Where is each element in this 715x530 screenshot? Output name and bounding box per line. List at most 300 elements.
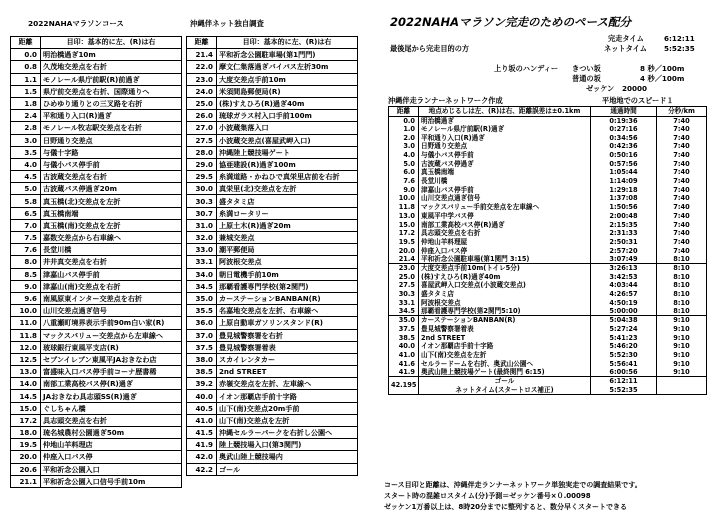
table-row [187, 329, 358, 341]
row-pace: 8:10 [657, 264, 707, 273]
row-landmark: 糸満道路・かねひで真栄里店前を右折 [217, 171, 358, 183]
hill-value: 8 秒／100m [640, 64, 685, 73]
row-landmark: ゴール [217, 463, 358, 475]
row-km: 4.0 [389, 151, 419, 160]
row-landmark: イオン那覇店手前十字路 [217, 390, 358, 402]
row-landmark: 古波蔵バス停過ぎ20m [41, 183, 182, 195]
row-km: 34.0 [187, 268, 217, 280]
col-target-header: 目印：基本的に左、(R)は右 [217, 37, 358, 49]
row-landmark: 平和通り入口(R)過ぎ [419, 133, 591, 142]
table-row [11, 73, 182, 85]
row-landmark: 真玉橋南端 [419, 168, 591, 177]
row-time: 0:19:36 [591, 116, 657, 125]
row-km: 41.6 [389, 359, 419, 368]
table-row [11, 268, 182, 280]
net-time-value: 5:52:35 [664, 44, 695, 53]
row-km: 29.0 [187, 158, 217, 170]
row-pace: 7:40 [657, 229, 707, 238]
row-landmark: 古波蔵交差点を右折 [41, 171, 182, 183]
table-row [389, 281, 707, 290]
row-landmark: 与儀小バス停手前 [419, 151, 591, 160]
table-row [187, 49, 358, 61]
row-km: 41.5 [187, 427, 217, 439]
table-row [11, 305, 182, 317]
col-time-header: 通過時間 [591, 107, 657, 117]
row-km: 8.5 [11, 268, 41, 280]
row-km: 28.0 [187, 146, 217, 158]
table-row [11, 122, 182, 134]
row-km: 11.0 [11, 317, 41, 329]
goal-km: 42.195 [389, 377, 419, 395]
table-row [11, 85, 182, 97]
table-row [389, 290, 707, 299]
row-km: 23.0 [187, 73, 217, 85]
table-row [11, 378, 182, 390]
table-row [389, 133, 707, 142]
row-km: 41.9 [187, 439, 217, 451]
row-time: 1:29:18 [591, 186, 657, 195]
author-label: 沖縄伴走ランナーネットワーク作成 [388, 96, 503, 105]
row-km: 0.0 [389, 116, 419, 125]
table-row [187, 73, 358, 85]
row-km: 21.4 [389, 255, 419, 264]
row-landmark: 仲地山羊料理店 [41, 439, 182, 451]
row-km: 41.9 [389, 368, 419, 377]
row-landmark: 山川交差点過ぎ信号 [419, 194, 591, 203]
row-landmark: 上原土木(R)過ぎ20m [217, 219, 358, 231]
row-landmark: 平和祈念公園入口 [41, 463, 182, 475]
row-pace: 8:10 [657, 255, 707, 264]
row-time: 2:31:33 [591, 229, 657, 238]
row-km: 3.5 [11, 146, 41, 158]
row-km: 17.2 [389, 229, 419, 238]
row-km: 21.1 [11, 475, 41, 487]
mid-course-table [186, 36, 358, 476]
finish-time-label: 完走タイム [608, 34, 644, 43]
finish-time-value: 6:12:11 [664, 34, 695, 43]
flat-speed-label: 平地地でのスピード１ [602, 96, 674, 105]
row-landmark: (株)すえひろ(R)過ぎ40m [217, 97, 358, 109]
row-time: 0:50:16 [591, 151, 657, 160]
row-km: 22.0 [187, 61, 217, 73]
row-landmark: 富盛味入口バス停手前コーナ歴書稀 [41, 366, 182, 378]
table-row [11, 244, 182, 256]
row-km: 9.6 [11, 292, 41, 304]
row-time: 5:52:30 [591, 351, 657, 360]
table-row [389, 359, 707, 368]
table-row [187, 463, 358, 475]
table-row [187, 341, 358, 353]
row-landmark: イオン那覇店手前十字路 [419, 342, 591, 351]
row-pace: 8:10 [657, 307, 707, 316]
table-row [389, 220, 707, 229]
row-pace: 7:40 [657, 125, 707, 134]
row-pace: 7:40 [657, 246, 707, 255]
row-km: 32.0 [187, 232, 217, 244]
table-row [11, 256, 182, 268]
row-landmark: 名嘉地交差点を左折、右車線へ [217, 305, 358, 317]
normal-hill-value: 4 秒／100m [640, 74, 685, 83]
row-landmark: 明治橋過ぎ [419, 116, 591, 125]
row-km: 40.0 [389, 342, 419, 351]
table-row [187, 61, 358, 73]
row-landmark: マックスバリュー手前交差点を左車線へ [419, 203, 591, 212]
table-row [187, 292, 358, 304]
net-time-label: ネットタイム [604, 44, 647, 53]
row-km: 1.1 [11, 73, 41, 85]
row-landmark: カーステーションBANBAN(R) [217, 292, 358, 304]
table-row [11, 97, 182, 109]
row-km: 12.0 [11, 341, 41, 353]
col-km-header: 距離 [11, 37, 41, 49]
row-km: 25.0 [187, 97, 217, 109]
row-time: 1:37:08 [591, 194, 657, 203]
row-pace: 7:40 [657, 168, 707, 177]
row-landmark: 豊見城警察署着表 [419, 325, 591, 334]
row-landmark: 米須間島郵便局(R) [217, 85, 358, 97]
row-time: 6:00:56 [591, 368, 657, 377]
table-row [389, 368, 707, 377]
row-landmark: 琉球ガラス村入口手前100m [217, 110, 358, 122]
row-landmark: 小波蔵交差点(喜屋武岬入口) [217, 134, 358, 146]
goal-time: 6:12:11 [591, 377, 657, 386]
row-landmark: 具志頭交差点を右折 [419, 229, 591, 238]
row-km: 29.5 [187, 171, 217, 183]
row-km: 17.2 [11, 414, 41, 426]
table-row [11, 146, 182, 158]
row-landmark: 平和祈念公園駐車場(第1門門) [217, 49, 358, 61]
row-pace: 9:10 [657, 368, 707, 377]
row-km: 23.0 [389, 264, 419, 273]
table-row [187, 207, 358, 219]
row-landmark: 山下(南)交差点を左折 [217, 414, 358, 426]
normal-hill-label: 普通の坂 [572, 74, 601, 83]
row-km: 38.5 [389, 333, 419, 342]
row-landmark: 沖縄陸上競技場ゲート [217, 146, 358, 158]
table-row [11, 219, 182, 231]
row-km: 20.6 [11, 463, 41, 475]
table-row [389, 238, 707, 247]
row-landmark: 津嘉山バス停手前 [41, 268, 182, 280]
row-landmark: 県庁前交差点を右折、国際通りへ [41, 85, 182, 97]
row-pace: 7:40 [657, 194, 707, 203]
row-landmark: カーステーションBANBAN(R) [419, 316, 591, 325]
table-row [389, 351, 707, 360]
last-tail-label: 最後尾から完走目的の方 [390, 44, 470, 53]
row-time: 4:03:44 [591, 281, 657, 290]
row-landmark: 山川交差点過ぎ信号 [41, 305, 182, 317]
table-row [187, 134, 358, 146]
row-km: 34.5 [389, 307, 419, 316]
row-km: 40.5 [187, 402, 217, 414]
row-pace: 7:40 [657, 142, 707, 151]
row-km: 30.7 [187, 207, 217, 219]
row-km: 1.0 [389, 125, 419, 134]
row-time: 2:57:20 [591, 246, 657, 255]
row-km: 7.6 [11, 244, 41, 256]
row-pace: 7:40 [657, 159, 707, 168]
row-landmark: 平和祈念公園駐車場(第1関門 3:15) [419, 255, 591, 264]
row-landmark: 嘉数交差点から右車線へ [41, 232, 182, 244]
row-km: 36.0 [187, 317, 217, 329]
table-row [389, 116, 707, 125]
row-landmark: 与儀小バス停手前 [41, 158, 182, 170]
table-row [187, 97, 358, 109]
table-row [389, 307, 707, 316]
row-landmark: 長堂川橋 [419, 177, 591, 186]
table-row [389, 159, 707, 168]
table-row [389, 298, 707, 307]
row-landmark: 明治橋過ぎ10m [41, 49, 182, 61]
row-landmark: 真玉橋南端 [41, 207, 182, 219]
row-landmark: 与儀十字路 [41, 146, 182, 158]
note-2: スタート時の混雑ロスタイム(分)予測＝ゼッケン番号×０.00098 [384, 492, 591, 500]
row-time: 5:46:20 [591, 342, 657, 351]
row-landmark: 大度交差点手前10m(トイレ5分) [419, 264, 591, 273]
table-row [11, 366, 182, 378]
table-row [389, 246, 707, 255]
row-time: 0:42:36 [591, 142, 657, 151]
row-pace: 9:10 [657, 342, 707, 351]
row-km: 10.0 [11, 305, 41, 317]
table-row [187, 268, 358, 280]
row-landmark: 小波蔵集落入口 [217, 122, 358, 134]
row-km: 6.0 [389, 168, 419, 177]
table-row [187, 232, 358, 244]
table-row [11, 329, 182, 341]
row-km: 26.0 [187, 110, 217, 122]
table-row [11, 49, 182, 61]
row-landmark: 山下(南)交差点20m手前 [217, 402, 358, 414]
table-row [187, 122, 358, 134]
row-pace: 7:40 [657, 116, 707, 125]
row-landmark: 那覇看護専門学校(第2関門5:10) [419, 307, 591, 316]
row-km: 20.0 [389, 246, 419, 255]
row-pace: 9:10 [657, 359, 707, 368]
row-km: 25.0 [389, 272, 419, 281]
row-km: 7.0 [11, 219, 41, 231]
row-km: 14.5 [11, 390, 41, 402]
table-row [11, 158, 182, 170]
row-time: 4:50:19 [591, 298, 657, 307]
row-km: 11.8 [389, 203, 419, 212]
row-km: 5.8 [11, 195, 41, 207]
row-pace: 7:40 [657, 212, 707, 221]
row-km: 35.0 [187, 292, 217, 304]
row-landmark: 盛タタミ店 [419, 290, 591, 299]
note-1: コース目印と距離は、沖縄伴走ランナーネットワーク単独実走での調査結果です。 [384, 481, 642, 489]
row-landmark: 久茂地交差点を右折 [41, 61, 182, 73]
mid-title: 沖縄伴ネット独自調査 [190, 19, 264, 28]
row-km: 1.8 [11, 97, 41, 109]
row-landmark: 豊見城警察署着表 [217, 341, 358, 353]
net-label: ネットタイム(スタートロス補正) [419, 386, 591, 395]
row-km: 13.0 [11, 366, 41, 378]
row-km: 15.0 [389, 220, 419, 229]
row-km: 2.0 [389, 133, 419, 142]
table-row [187, 378, 358, 390]
net-time: 5:52:35 [591, 386, 657, 395]
row-landmark: JAおきなわ具志頭SS(R)過ぎ [41, 390, 182, 402]
col-target-header: 地点めじるしは左、(R)は右、距離誤差は±0.1km [419, 107, 591, 117]
row-landmark: 真栄里(北)交差点を左折 [217, 183, 358, 195]
table-row [389, 142, 707, 151]
col-km-header: 距離 [389, 107, 419, 117]
row-km: 12.5 [11, 353, 41, 365]
table-row [11, 61, 182, 73]
row-km: 37.5 [389, 325, 419, 334]
row-km: 34.5 [187, 280, 217, 292]
row-km: 9.0 [11, 280, 41, 292]
row-pace: 8:10 [657, 298, 707, 307]
table-row [389, 151, 707, 160]
row-km: 41.0 [389, 351, 419, 360]
row-km: 39.2 [187, 378, 217, 390]
row-time: 3:26:13 [591, 264, 657, 273]
row-landmark: 阿波根交差点 [419, 298, 591, 307]
row-km: 35.0 [389, 316, 419, 325]
table-row [389, 229, 707, 238]
table-row [187, 183, 358, 195]
row-landmark: 潮平郵便局 [217, 244, 358, 256]
row-landmark: 南部工業高校バス停(R)過ぎ [41, 378, 182, 390]
row-landmark: モノレール牧志駅交差点を右折 [41, 122, 182, 134]
row-km: 0.8 [11, 61, 41, 73]
table-row [11, 390, 182, 402]
row-km: 27.5 [187, 134, 217, 146]
row-landmark: 仲座入口バス停 [41, 451, 182, 463]
row-km: 35.5 [187, 305, 217, 317]
table-row [389, 194, 707, 203]
row-landmark: 南風原東インター交差点を右折 [41, 292, 182, 304]
row-pace: 7:40 [657, 203, 707, 212]
row-time: 0:57:56 [591, 159, 657, 168]
row-landmark: 南部工業高校バス停(R)過ぎ [419, 220, 591, 229]
row-km: 4.5 [11, 171, 41, 183]
row-km: 27.5 [389, 281, 419, 290]
table-row [11, 280, 182, 292]
table-row [11, 475, 182, 487]
row-landmark: 奥武山陸上競技場内 [217, 451, 358, 463]
left-course-table [10, 36, 182, 488]
row-landmark: スカイレンタカー [217, 353, 358, 365]
row-landmark: 2nd STREET [419, 333, 591, 342]
row-landmark: 東風平中学バス停 [419, 212, 591, 221]
row-km: 3.0 [11, 134, 41, 146]
row-landmark: 赤嶺交差点を左折、左車線へ [217, 378, 358, 390]
row-landmark: 井井真交差点を右折 [41, 256, 182, 268]
row-km: 33.1 [187, 256, 217, 268]
table-row [11, 110, 182, 122]
row-km: 21.4 [187, 49, 217, 61]
row-landmark: 兼城交差点 [217, 232, 358, 244]
table-row [11, 414, 182, 426]
row-landmark: 豊見城警察署を右折 [217, 329, 358, 341]
row-time: 4:26:57 [591, 290, 657, 299]
goal-label: ゴール [419, 377, 591, 386]
row-landmark: マックスバリュー交差点から左車線へ [41, 329, 182, 341]
row-km: 37.0 [187, 329, 217, 341]
row-km: 9.0 [389, 186, 419, 195]
row-landmark: 2nd STREET [217, 366, 358, 378]
row-pace: 7:40 [657, 220, 707, 229]
pace-title: 2022NAHAマラソン完走のためのペース配分 [390, 15, 631, 29]
left-title: 2022NAHAマラソンコース [28, 19, 124, 28]
table-row [187, 280, 358, 292]
row-km: 33.0 [187, 244, 217, 256]
table-row [187, 256, 358, 268]
row-time: 2:50:31 [591, 238, 657, 247]
row-km: 8.0 [11, 256, 41, 268]
row-km: 31.0 [187, 219, 217, 231]
row-landmark: (株)すえひろ(R)過ぎ40m [419, 272, 591, 281]
row-km: 7.5 [11, 232, 41, 244]
row-landmark: 沖縄セルラーパークを右折し公園へ [217, 427, 358, 439]
table-row [11, 439, 182, 451]
row-time: 3:07:49 [591, 255, 657, 264]
table-row [11, 353, 182, 365]
row-landmark: 大度交差点手前10m [217, 73, 358, 85]
row-pace: 8:10 [657, 281, 707, 290]
table-row [187, 390, 358, 402]
table-row [11, 317, 182, 329]
bib-label: ゼッケン [586, 84, 615, 93]
row-km: 33.1 [389, 298, 419, 307]
col-km-header: 距離 [187, 37, 217, 49]
table-row [389, 177, 707, 186]
row-km: 30.3 [187, 195, 217, 207]
row-km: 11.8 [11, 329, 41, 341]
table-row [389, 333, 707, 342]
row-time: 0:27:16 [591, 125, 657, 134]
row-landmark: 津嘉山バス停手前 [419, 186, 591, 195]
hill-label: 上り坂のハンディー [494, 64, 559, 73]
table-row [389, 186, 707, 195]
row-km: 19.5 [389, 238, 419, 247]
table-row [11, 402, 182, 414]
table-row [187, 451, 358, 463]
table-row [11, 195, 182, 207]
row-pace: 9:10 [657, 316, 707, 325]
table-row [11, 232, 182, 244]
table-row [187, 414, 358, 426]
row-km: 40.0 [187, 390, 217, 402]
row-km: 15.0 [11, 402, 41, 414]
table-row [389, 255, 707, 264]
row-landmark: モノレール県庁前駅(R)過ぎ [419, 125, 591, 134]
row-pace: 7:40 [657, 133, 707, 142]
table-row [11, 427, 182, 439]
table-row [11, 134, 182, 146]
row-landmark: セルラードームを右折、奥武山公園へ [419, 359, 591, 368]
table-row [389, 325, 707, 334]
row-landmark: 奥武山陸上競技場ゲート(最終関門 6:15) [419, 368, 591, 377]
table-row [187, 439, 358, 451]
row-pace: 7:40 [657, 238, 707, 247]
row-time: 2:00:48 [591, 212, 657, 221]
row-km: 6.5 [11, 207, 41, 219]
bib-value: 20000 [622, 84, 648, 93]
row-time: 5:00:00 [591, 307, 657, 316]
note-3: ゼッケン1万番以上は、8時20分までに整列すると、数分早くスタートできる [384, 503, 627, 511]
row-pace: 8:10 [657, 290, 707, 299]
row-time: 1:14:09 [591, 177, 657, 186]
row-km: 30.0 [187, 183, 217, 195]
row-km: 38.0 [187, 353, 217, 365]
row-landmark: 喜屋武岬入口交差点(小波蔵交差点) [419, 281, 591, 290]
row-km: 2.4 [11, 110, 41, 122]
table-row [11, 171, 182, 183]
